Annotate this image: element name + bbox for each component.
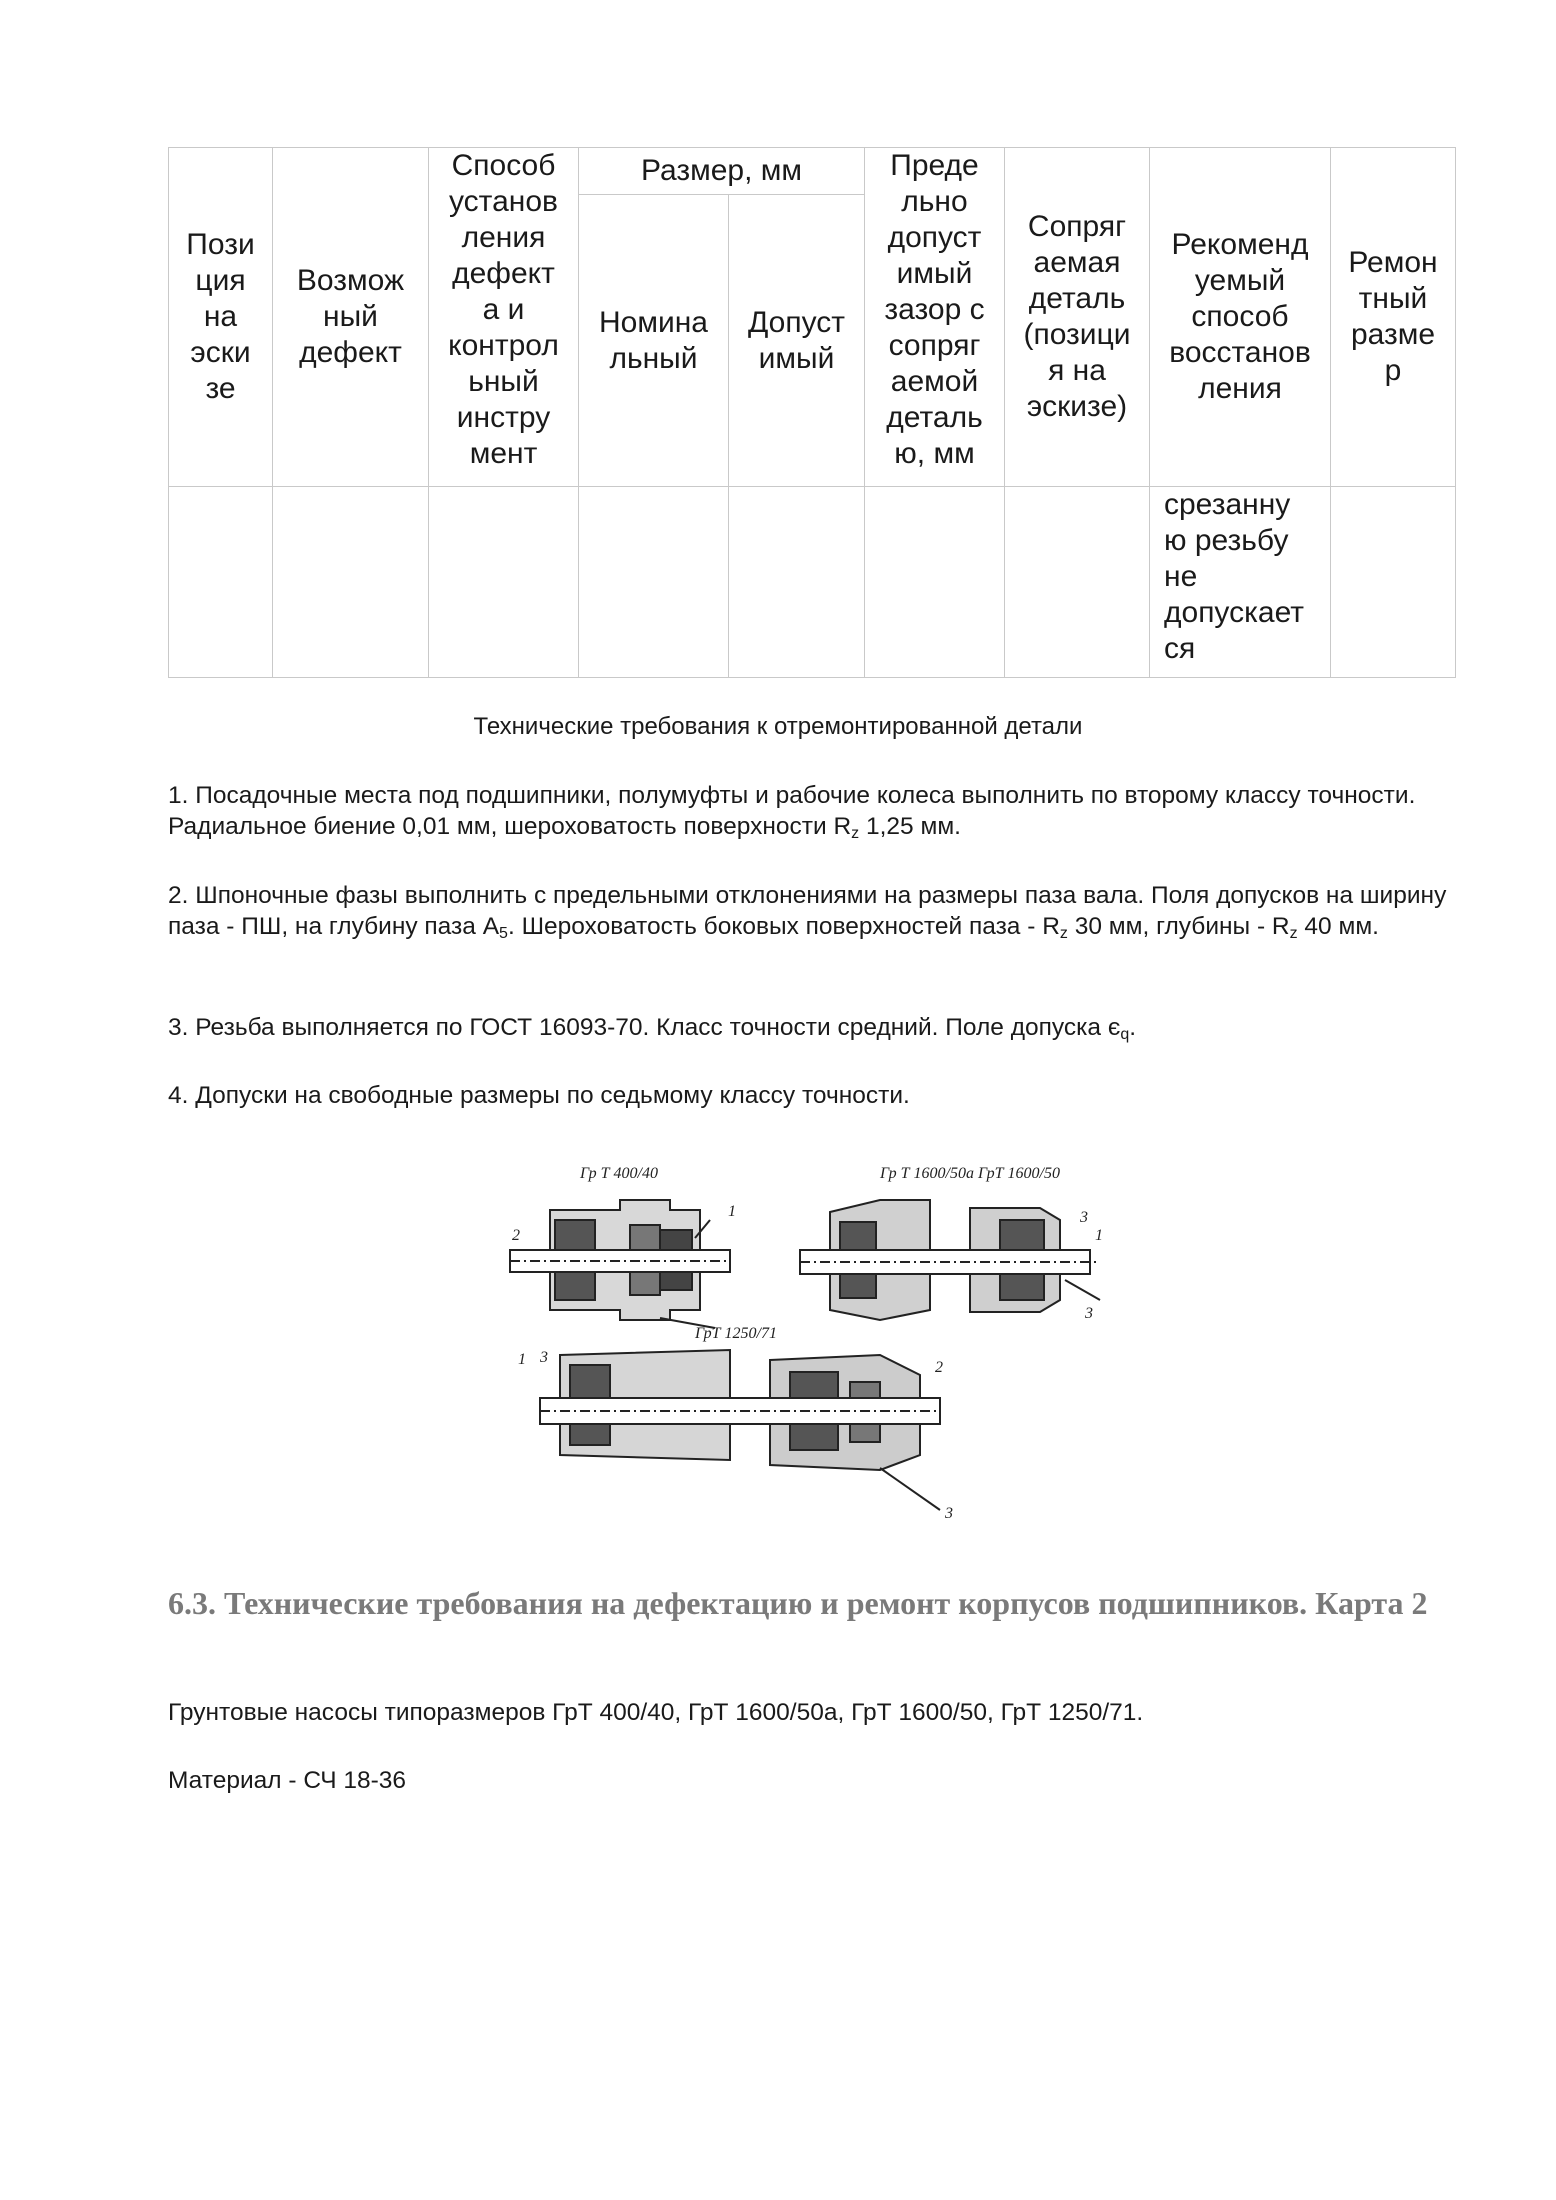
header-allowed: Допуст имый <box>729 195 865 487</box>
section-heading: 6.3. Технические требования на дефектацию и ремонт корпусов подшипников. Карта 2 <box>168 1585 1428 1621</box>
callout-3-bottom: 3 <box>540 1349 548 1366</box>
defect-table <box>168 147 1456 678</box>
callout-2: 2 <box>512 1227 520 1244</box>
requirement-1: 1. Посадочные места под подшипники, полумуфты и рабочие колеса выполнить по второму классу точности. Радиальное биение 0,01 мм, шероховатость поверхности $R_z$ 1,25 мм. <box>168 782 1416 842</box>
callout-1: 1 <box>728 1203 736 1220</box>
cell-nominal <box>579 487 729 678</box>
callout-1-right: 1 <box>1095 1227 1103 1244</box>
drawing-label-right: Гр Т 1600/50а ГрТ 1600/50 <box>880 1165 1060 1182</box>
callout-3-right: 3 <box>1085 1305 1093 1322</box>
header-method: Способ установ ления дефект а и контрол ьный инстру мент <box>429 148 579 487</box>
table-row <box>169 487 1456 678</box>
cell-recommended: срезанну ю резьбу не допускает ся <box>1150 487 1331 678</box>
cell-mating <box>1005 487 1150 678</box>
header-nominal: Номина льный <box>579 195 729 487</box>
header-defect: Возмож ный дефект <box>273 148 429 487</box>
pump-types: Грунтовые насосы типоразмеров ГрТ 400/40, ГрТ 1600/50а, ГрТ 1600/50, ГрТ 1250/71. <box>168 1699 1144 1726</box>
bearing-housing-drawing <box>500 1150 1120 1530</box>
cell-method <box>429 487 579 678</box>
callout-2-bottom: 2 <box>935 1359 943 1376</box>
callout-3-lower: 3 <box>945 1505 953 1522</box>
cell-allowed <box>729 487 865 678</box>
drawing-label-bottom: ГрТ 1250/71 <box>695 1325 777 1342</box>
drawing-svg <box>500 1150 1120 1530</box>
drawing-label-left: Гр Т 400/40 <box>580 1165 658 1182</box>
cell-defect <box>273 487 429 678</box>
header-repair-size: Ремон тный разме р <box>1331 148 1456 487</box>
requirement-4: 4. Допуски на свободные размеры по седьмому классу точности. <box>168 1082 910 1109</box>
header-size-group: Размер, мм <box>579 148 865 195</box>
requirement-2: 2. Шпоночные фазы выполнить с предельными отклонениями на размеры паза вала. Поля допусков на ширину паза - ПШ, на глубину паза $А_5$. Шероховатость боковых поверхностей паза - $R_z$ 30 мм, глубины - $R_z$ 40 мм. <box>168 882 1447 942</box>
requirements-caption: Технические требования к отремонтированной детали <box>473 713 1083 740</box>
requirement-3: 3. Резьба выполняется по ГОСТ 16093-70. Класс точности средний. Поле допуска $є_q$. <box>168 1014 1137 1043</box>
cell-position <box>169 487 273 678</box>
header-recommended-method: Рекоменд уемый способ восстанов ления <box>1150 148 1331 487</box>
cell-max-gap <box>865 487 1005 678</box>
header-mating-part: Сопряг аемая деталь (позици я на эскизе) <box>1005 148 1150 487</box>
cell-repair-size <box>1331 487 1456 678</box>
callout-1-bottom: 1 <box>518 1351 526 1368</box>
header-max-gap: Преде льно допуст имый зазор с сопряг аемой деталь ю, мм <box>865 148 1005 487</box>
material-line: Материал - СЧ 18-36 <box>168 1767 407 1794</box>
header-position: Пози ция на эски зе <box>169 148 273 487</box>
callout-3-top: 3 <box>1080 1209 1088 1226</box>
